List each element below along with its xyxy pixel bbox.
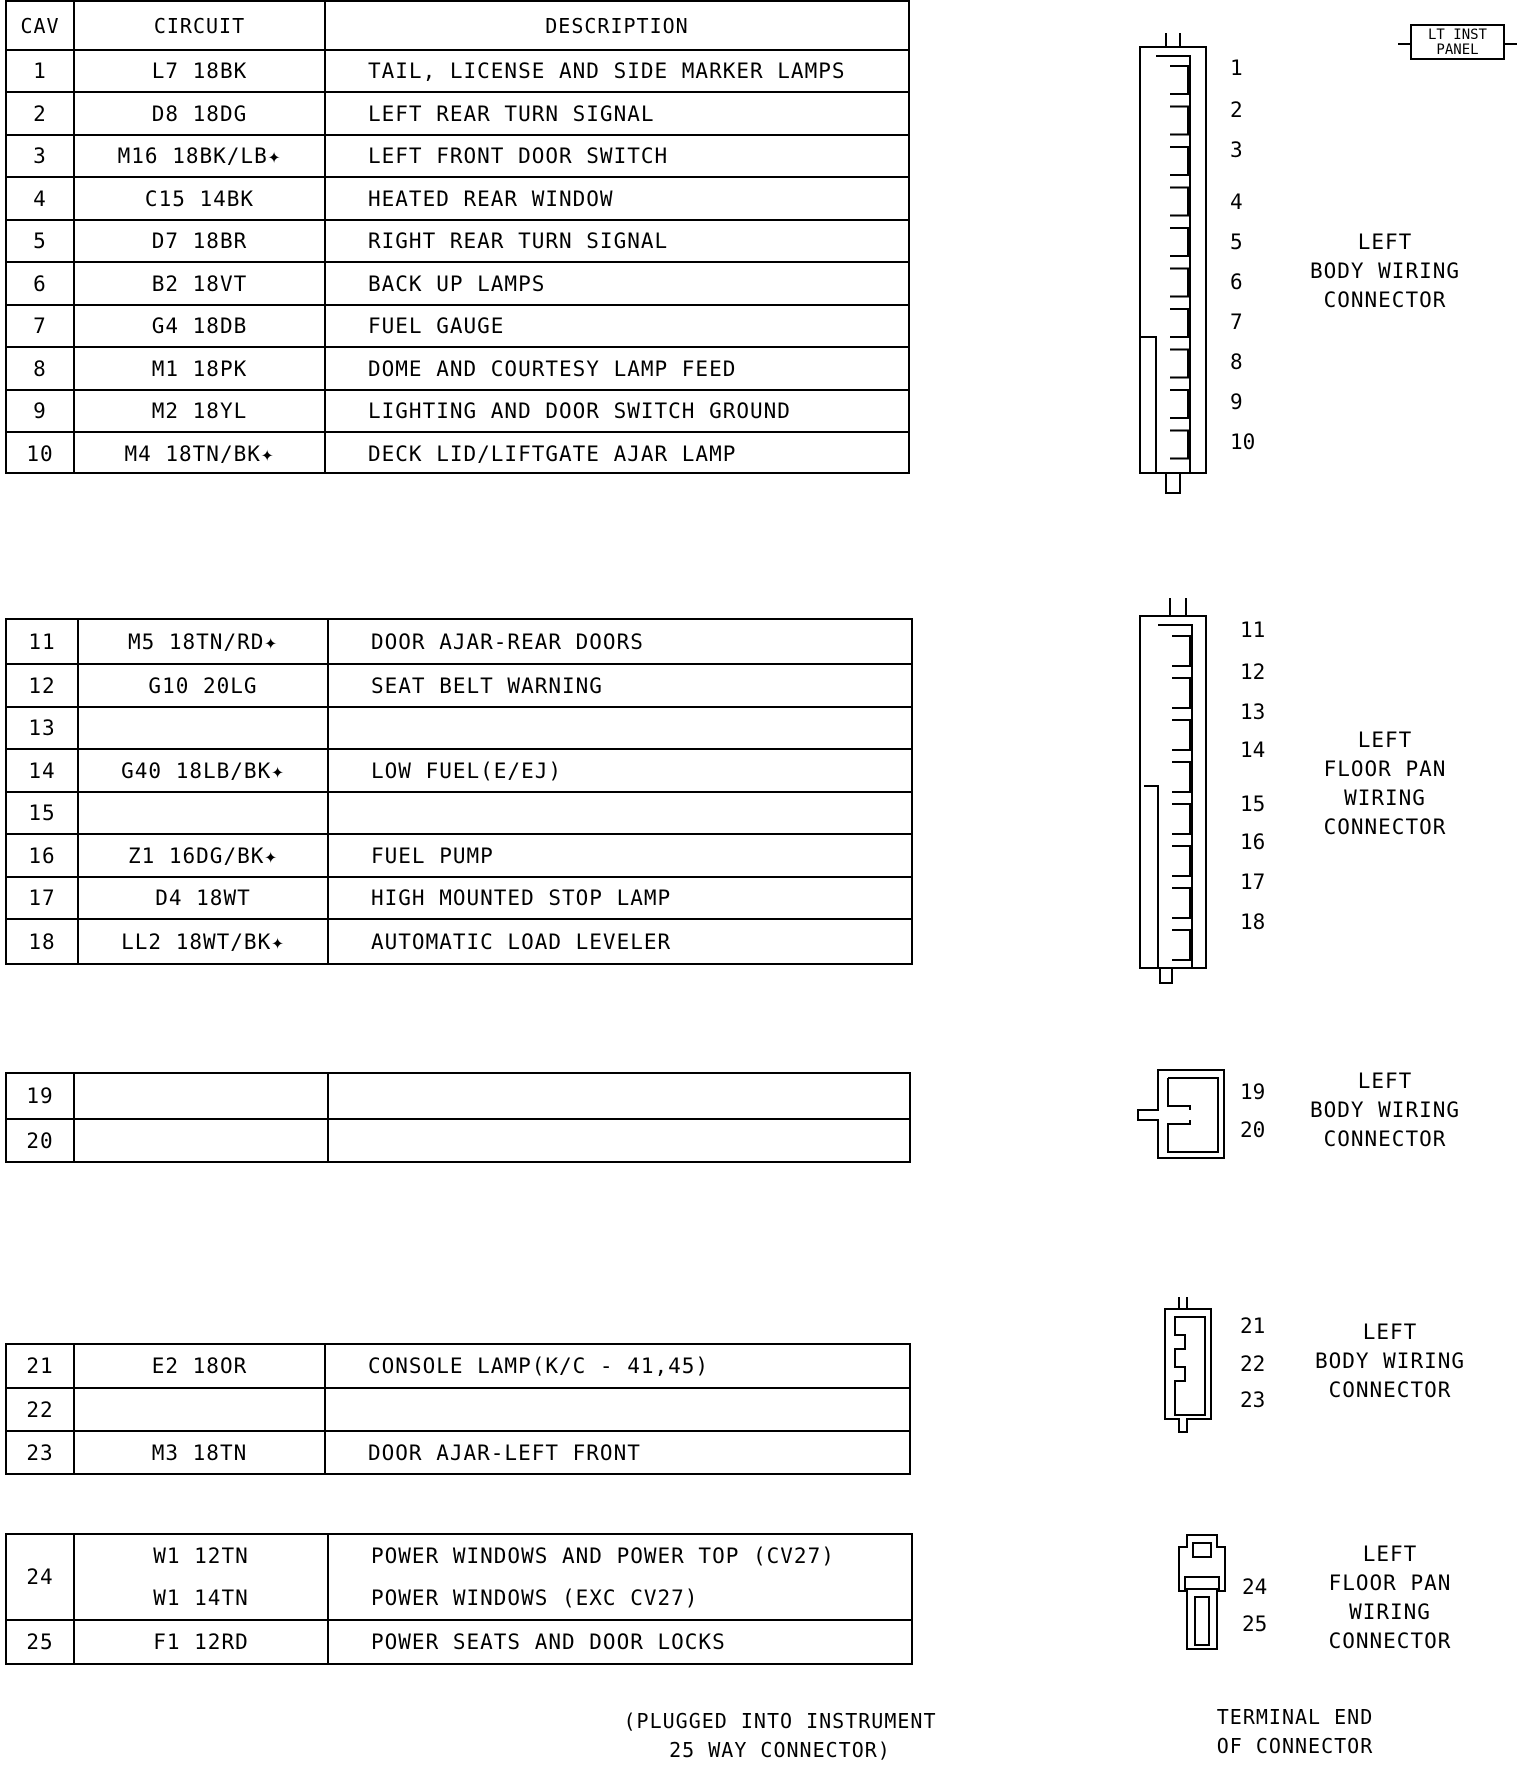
- circuit-cell: [77, 708, 327, 748]
- table-row: [7, 176, 908, 219]
- table-row: [7, 748, 911, 791]
- pin-23: 23: [1240, 1388, 1266, 1412]
- cav-cell: 19: [26, 1084, 54, 1108]
- circuit-cell: M2 18YL: [73, 391, 324, 431]
- cav-cell: 10: [26, 441, 54, 466]
- table-row: [7, 791, 911, 833]
- badge-line-1: LT INST: [1427, 27, 1487, 43]
- table-row: [7, 833, 911, 876]
- circuit-cell: M1 18PK: [73, 348, 324, 389]
- label-line: WIRING: [1344, 786, 1426, 810]
- pin-16: 16: [1240, 830, 1266, 854]
- connector-1-label: [1285, 228, 1485, 315]
- circuit-cell: L7 18BK: [73, 51, 324, 91]
- terminal-slot: [1172, 720, 1190, 750]
- circuit-cell: G4 18DB: [73, 306, 324, 346]
- cav-cell: 5: [33, 229, 47, 253]
- connector-4-label: [1290, 1318, 1490, 1405]
- circuit-cell: F1 12RD: [73, 1621, 327, 1663]
- cavity-table-5: [5, 1533, 913, 1665]
- table-row: [7, 918, 911, 963]
- table-row: [7, 304, 908, 346]
- pin-8: 8: [1230, 350, 1243, 374]
- description-cell: RIGHT REAR TURN SIGNAL: [324, 221, 908, 261]
- pin-19: 19: [1240, 1080, 1266, 1104]
- description-cell: LOW FUEL(E/EJ): [327, 750, 911, 791]
- table-row: [7, 346, 908, 389]
- pin-10: 10: [1230, 430, 1256, 454]
- cav-cell: 9: [33, 399, 47, 423]
- circuit-line: W1 14TN: [153, 1586, 249, 1610]
- description-cell: [327, 1535, 911, 1619]
- label-line: CONNECTOR: [1323, 288, 1447, 312]
- badge-line-2: PANEL: [1436, 42, 1479, 58]
- label-line: WIRING: [1349, 1600, 1431, 1624]
- description-cell: HIGH MOUNTED STOP LAMP: [327, 878, 911, 918]
- description-cell: DOME AND COURTESY LAMP FEED: [324, 348, 908, 389]
- circuit-cell: M5 18TN/RD✦: [77, 620, 327, 663]
- circuit-cell: [73, 1535, 327, 1619]
- table-row: [7, 134, 908, 176]
- circuit-cell: [77, 793, 327, 833]
- pin-24: 24: [1242, 1575, 1268, 1599]
- pin-2: 2: [1230, 98, 1243, 122]
- lt-inst-panel-badge: [1410, 24, 1505, 60]
- description-cell: TAIL, LICENSE AND SIDE MARKER LAMPS: [324, 51, 908, 91]
- cav-cell: 22: [26, 1397, 54, 1422]
- circuit-cell: M16 18BK/LB✦: [73, 136, 324, 176]
- note-line: (PLUGGED INTO INSTRUMENT: [623, 1709, 937, 1733]
- terminal-slot: [1170, 147, 1188, 175]
- description-cell: DECK LID/LIFTGATE AJAR LAMP: [324, 433, 908, 474]
- description-cell: LEFT REAR TURN SIGNAL: [324, 93, 908, 134]
- table-row: [7, 663, 911, 706]
- cavity-table-3: [5, 1072, 911, 1163]
- pin-6: 6: [1230, 270, 1243, 294]
- pin-22: 22: [1240, 1352, 1266, 1376]
- table-row: [7, 91, 908, 134]
- description-line: POWER WINDOWS AND POWER TOP (CV27): [371, 1544, 835, 1568]
- description-cell: AUTOMATIC LOAD LEVELER: [327, 920, 911, 963]
- description-cell: SEAT BELT WARNING: [327, 665, 911, 706]
- table-row: [7, 1387, 909, 1430]
- terminal-slot: [1172, 678, 1190, 708]
- note-line: 25 WAY CONNECTOR): [669, 1738, 891, 1762]
- table-row: [7, 431, 908, 474]
- description-cell: [327, 1120, 909, 1161]
- label-line: CONNECTOR: [1323, 815, 1447, 839]
- table-row: [7, 876, 911, 918]
- cav-cell: 17: [28, 886, 56, 910]
- note-line: OF CONNECTOR: [1216, 1734, 1374, 1758]
- description-cell: [327, 708, 911, 748]
- label-line: LEFT: [1362, 1320, 1418, 1344]
- label-line: CONNECTOR: [1328, 1629, 1452, 1653]
- label-line: CONNECTOR: [1323, 1127, 1447, 1151]
- cav-cell: 24: [26, 1565, 54, 1589]
- pin-5: 5: [1230, 230, 1243, 254]
- circuit-cell: E2 18OR: [73, 1345, 324, 1387]
- pin-11: 11: [1240, 618, 1266, 642]
- circuit-cell: [73, 1074, 327, 1118]
- cav-cell: 18: [28, 929, 56, 954]
- circuit-cell: M3 18TN: [73, 1432, 324, 1473]
- cav-cell: 13: [28, 716, 56, 740]
- header-description: DESCRIPTION: [324, 2, 908, 49]
- cav-cell: 1: [33, 59, 47, 83]
- pin-13: 13: [1240, 700, 1266, 724]
- terminal-slot: [1170, 188, 1188, 216]
- pin-4: 4: [1230, 190, 1243, 214]
- terminal-slot: [1170, 309, 1188, 337]
- circuit-cell: Z1 16DG/BK✦: [77, 835, 327, 876]
- pin-25: 25: [1242, 1612, 1268, 1636]
- cav-cell: 12: [28, 673, 56, 698]
- connector-11-18-icon: [1140, 598, 1240, 983]
- connector-2-label: [1285, 726, 1485, 842]
- description-cell: LIGHTING AND DOOR SWITCH GROUND: [324, 391, 908, 431]
- connector-3-label: [1285, 1067, 1485, 1154]
- description-cell: FUEL PUMP: [327, 835, 911, 876]
- circuit-cell: B2 18VT: [73, 263, 324, 304]
- terminal-slot: [1172, 804, 1190, 834]
- description-cell: LEFT FRONT DOOR SWITCH: [324, 136, 908, 176]
- cav-cell: 20: [26, 1128, 54, 1153]
- table-row: [7, 1345, 909, 1387]
- plugged-into-note: [590, 1707, 970, 1765]
- label-line: LEFT: [1357, 230, 1413, 254]
- pin-9: 9: [1230, 390, 1243, 414]
- circuit-cell: G10 20LG: [77, 665, 327, 706]
- label-line: LEFT: [1357, 1069, 1413, 1093]
- description-line: POWER WINDOWS (EXC CV27): [371, 1586, 699, 1610]
- label-line: BODY WIRING: [1309, 259, 1461, 283]
- terminal-slot: [1170, 350, 1188, 378]
- pin-7: 7: [1230, 310, 1243, 334]
- circuit-cell: [73, 1389, 324, 1430]
- label-line: FLOOR PAN: [1323, 757, 1447, 781]
- label-line: FLOOR PAN: [1328, 1571, 1452, 1595]
- circuit-cell: D7 18BR: [73, 221, 324, 261]
- terminal-slot: [1170, 228, 1188, 256]
- description-cell: DOOR AJAR-LEFT FRONT: [324, 1432, 909, 1473]
- table-row: [7, 1619, 911, 1663]
- circuit-cell: G40 18LB/BK✦: [77, 750, 327, 791]
- table-row: [7, 49, 908, 91]
- label-line: BODY WIRING: [1309, 1098, 1461, 1122]
- description-cell: [324, 1389, 909, 1430]
- pin-18: 18: [1240, 910, 1266, 934]
- header-cav: CAV: [20, 13, 60, 38]
- cav-cell: 16: [28, 843, 56, 868]
- description-cell: HEATED REAR WINDOW: [324, 178, 908, 219]
- badge-lead-left: [1398, 43, 1410, 45]
- pin-14: 14: [1240, 738, 1266, 762]
- connector-1-10-icon: [1140, 33, 1240, 493]
- label-line: LEFT: [1357, 728, 1413, 752]
- circuit-cell: C15 14BK: [73, 178, 324, 219]
- terminal-slot: [1172, 888, 1190, 918]
- label-line: CONNECTOR: [1328, 1378, 1452, 1402]
- terminal-slot: [1170, 431, 1188, 459]
- circuit-cell: M4 18TN/BK✦: [73, 433, 324, 474]
- pin-17: 17: [1240, 870, 1266, 894]
- table-row: [7, 1535, 911, 1619]
- note-line: TERMINAL END: [1216, 1705, 1374, 1729]
- header-row: [7, 2, 908, 49]
- pin-12: 12: [1240, 660, 1266, 684]
- cavity-table-1: [5, 0, 910, 474]
- cav-cell: 15: [28, 801, 56, 825]
- table-row: [7, 706, 911, 748]
- terminal-slot: [1172, 846, 1190, 876]
- terminal-slot: [1172, 636, 1190, 666]
- terminal-slot: [1172, 762, 1190, 792]
- terminal-end-note: [1175, 1703, 1415, 1761]
- cav-cell: 3: [33, 144, 47, 168]
- table-row: [7, 1430, 909, 1473]
- cavity-table-2: [5, 618, 913, 965]
- cav-cell: 7: [33, 314, 47, 338]
- pin-3: 3: [1230, 138, 1243, 162]
- circuit-cell: [73, 1120, 327, 1161]
- circuit-cell: D4 18WT: [77, 878, 327, 918]
- terminal-slot: [1170, 66, 1188, 94]
- table-row: [7, 219, 908, 261]
- cav-cell: 21: [26, 1354, 54, 1378]
- cav-cell: 8: [33, 356, 47, 381]
- pin-1: 1: [1230, 56, 1243, 80]
- terminal-slot: [1172, 930, 1190, 960]
- header-circuit: CIRCUIT: [73, 2, 324, 49]
- description-cell: [327, 1074, 909, 1118]
- table-row: [7, 620, 911, 663]
- description-cell: [327, 793, 911, 833]
- cav-cell: 11: [28, 629, 56, 654]
- description-cell: DOOR AJAR-REAR DOORS: [327, 620, 911, 663]
- terminal-slot: [1170, 390, 1188, 418]
- table-row: [7, 261, 908, 304]
- description-cell: BACK UP LAMPS: [324, 263, 908, 304]
- badge-lead-right: [1505, 43, 1517, 45]
- terminal-slot: [1170, 107, 1188, 135]
- connector-5-label: [1290, 1540, 1490, 1656]
- cav-cell: 14: [28, 758, 56, 783]
- description-cell: POWER SEATS AND DOOR LOCKS: [327, 1621, 911, 1663]
- table-row: [7, 389, 908, 431]
- connector-19-20-icon: [1138, 1070, 1238, 1162]
- circuit-cell: D8 18DG: [73, 93, 324, 134]
- cav-cell: 4: [33, 186, 47, 211]
- cav-cell: 25: [26, 1630, 54, 1654]
- cavity-table-4: [5, 1343, 911, 1475]
- pin-15: 15: [1240, 792, 1266, 816]
- circuit-cell: LL2 18WT/BK✦: [77, 920, 327, 963]
- label-line: BODY WIRING: [1314, 1349, 1466, 1373]
- label-line: LEFT: [1362, 1542, 1418, 1566]
- description-cell: CONSOLE LAMP(K/C - 41,45): [324, 1345, 909, 1387]
- circuit-line: W1 12TN: [153, 1544, 249, 1568]
- pin-21: 21: [1240, 1314, 1266, 1338]
- description-cell: FUEL GAUGE: [324, 306, 908, 346]
- cav-cell: 23: [26, 1440, 54, 1465]
- cav-cell: 2: [33, 101, 47, 126]
- table-row: [7, 1074, 909, 1118]
- table-row: [7, 1118, 909, 1161]
- cav-cell: 6: [33, 271, 47, 296]
- terminal-slot: [1170, 269, 1188, 297]
- pin-20: 20: [1240, 1118, 1266, 1142]
